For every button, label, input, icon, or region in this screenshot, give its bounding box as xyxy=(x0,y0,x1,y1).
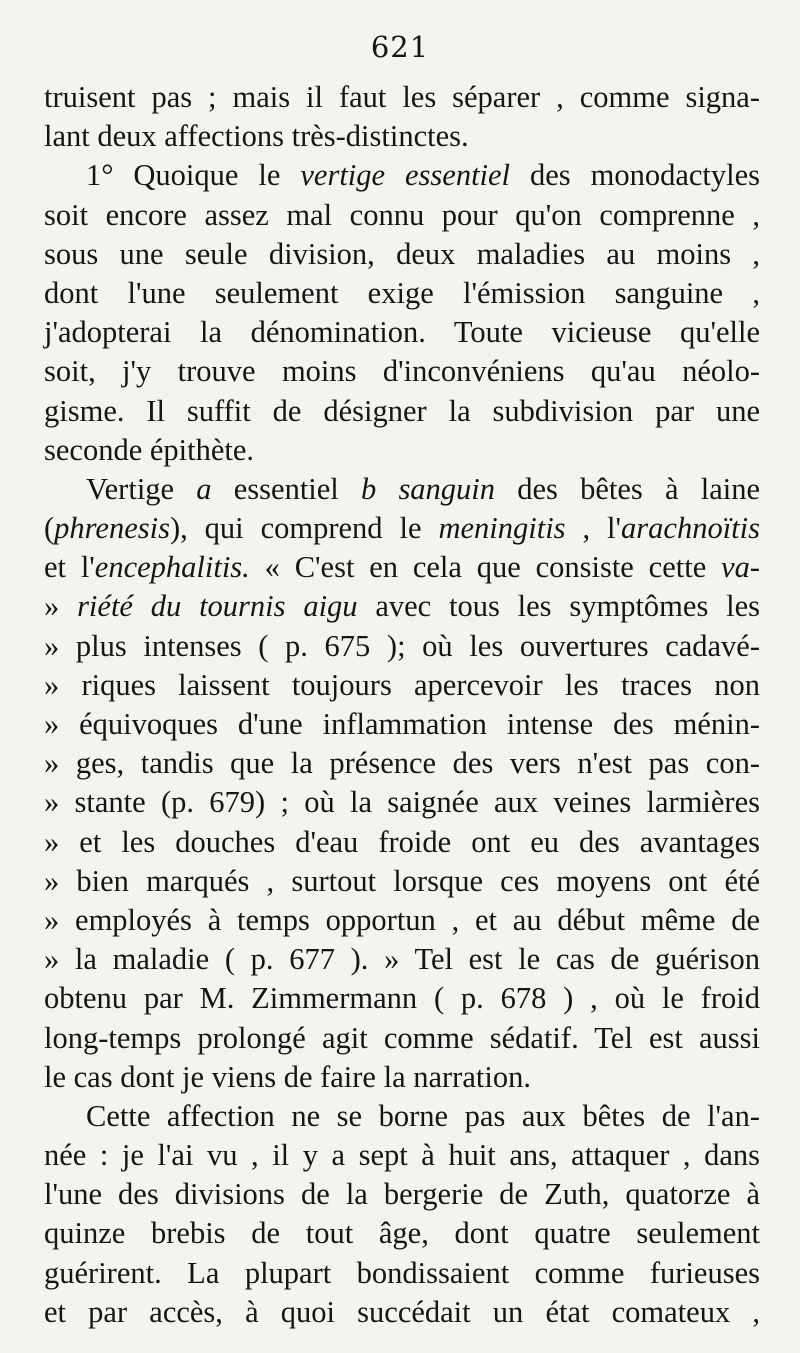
text-line xyxy=(44,1293,760,1332)
text-segment: ( xyxy=(44,511,55,546)
page-number: 621 xyxy=(370,30,430,64)
italic-text: encephalitis. xyxy=(94,550,250,585)
text-segment: l'une des divisions de la bergerie de Zuth, quatorze à xyxy=(44,1177,760,1212)
text-line xyxy=(44,352,760,391)
text-segment: Vertige xyxy=(86,471,197,506)
text-line xyxy=(44,1175,760,1214)
italic-text: b sanguin xyxy=(360,471,496,506)
text-segment: sous une seule division, deux maladies au moins , xyxy=(44,236,760,271)
text-segment: obtenu par M. Zimmermann ( p. 678 ) , où le froid xyxy=(44,981,760,1016)
text-segment: et par accès, à quoi succédait un état comateux , xyxy=(44,1294,760,1329)
text-line xyxy=(44,705,760,744)
text-line xyxy=(44,196,760,235)
text-segment: » ges, tandis que la présence des vers n'est pas con- xyxy=(44,746,760,781)
text-segment: avec tous les symptômes les xyxy=(357,589,760,624)
text-segment: » et les douches d'eau froide ont eu des avantages xyxy=(44,824,760,859)
text-line xyxy=(44,313,760,352)
text-segment: des monodactyles xyxy=(510,158,761,193)
text-segment: » riques laissent toujours apercevoir les traces non xyxy=(44,667,760,702)
text-line xyxy=(44,901,760,940)
text-line xyxy=(44,1058,760,1097)
text-line xyxy=(44,627,760,666)
text-line xyxy=(44,392,760,431)
text-line xyxy=(44,78,760,117)
text-segment: des bêtes à laine xyxy=(495,471,761,506)
text-segment: essentiel xyxy=(211,471,361,506)
text-segment: j'adopterai la dénomination. Toute vicieuse qu'elle xyxy=(44,315,760,350)
text-segment: ), qui comprend le xyxy=(169,511,439,546)
italic-text: a xyxy=(196,471,212,506)
text-segment: gisme. Il suffit de désigner la subdivision par une xyxy=(44,393,760,428)
text-segment: seconde épithète. xyxy=(44,432,255,467)
text-line xyxy=(44,744,760,783)
text-line xyxy=(44,235,760,274)
text-segment: , l' xyxy=(565,511,622,546)
italic-text: vertige essentiel xyxy=(300,158,511,193)
text-line xyxy=(44,979,760,1018)
text-line xyxy=(44,940,760,979)
text-segment: 1° Quoique le xyxy=(86,158,301,193)
text-segment: soit, j'y trouve moins d'inconvéniens qu'au néolo- xyxy=(44,354,760,389)
text-segment: Cette affection ne se borne pas aux bêtes de l'an- xyxy=(86,1098,760,1133)
text-segment: truisent pas ; mais il faut les séparer , comme signa- xyxy=(44,80,760,114)
text-line xyxy=(44,431,760,470)
text-segment: soit encore assez mal connu pour qu'on comprenne , xyxy=(44,197,760,232)
text-segment: » stante (p. 679) ; où la saignée aux veines larmières xyxy=(44,785,760,820)
text-segment: » équivoques d'une inflammation intense des ménin- xyxy=(44,707,760,741)
italic-text: meningitis xyxy=(438,511,566,546)
text-segment: « C'est en cela que consiste cette xyxy=(249,550,722,585)
text-line xyxy=(44,156,760,195)
text-line xyxy=(44,470,760,509)
text-segment: lant deux affections très-distinctes. xyxy=(44,119,469,154)
text-segment: quinze brebis de tout âge, dont quatre seulement xyxy=(44,1216,760,1251)
text-segment: » plus intenses ( p. 675 ); où les ouvertures cadavé- xyxy=(44,628,760,663)
text-segment: long-temps prolongé agit comme sédatif. Tel est aussi xyxy=(44,1020,760,1055)
text-segment: guérirent. La plupart bondissaient comme furieuses xyxy=(44,1255,760,1290)
text-line xyxy=(44,587,760,626)
text-line xyxy=(44,1214,760,1253)
italic-text: va- xyxy=(721,550,760,585)
text-line xyxy=(44,509,760,548)
text-line xyxy=(44,117,760,156)
text-line xyxy=(44,823,760,862)
text-segment: et l' xyxy=(44,550,95,585)
text-line xyxy=(44,1019,760,1058)
text-line xyxy=(44,1136,760,1175)
text-segment: dont l'une seulement exige l'émission sanguine , xyxy=(44,275,760,310)
text-segment: » xyxy=(44,589,78,624)
body-text xyxy=(44,78,760,1332)
text-line xyxy=(44,1254,760,1293)
italic-text: arachnoïtis xyxy=(621,511,760,546)
text-segment: le cas dont je viens de faire la narration. xyxy=(44,1059,531,1094)
text-line xyxy=(44,1097,760,1136)
text-line xyxy=(44,783,760,822)
text-line xyxy=(44,666,760,705)
text-segment: née : je l'ai vu , il y a sept à huit ans, attaquer , dans xyxy=(44,1138,760,1173)
text-segment: » bien marqués , surtout lorsque ces moyens ont été xyxy=(44,863,760,898)
italic-text: riété du tournis aigu xyxy=(77,589,358,624)
italic-text: phrenesis xyxy=(54,511,170,546)
text-line xyxy=(44,548,760,587)
text-segment: » employés à temps opportun , et au début même de xyxy=(44,902,760,937)
text-line xyxy=(44,862,760,901)
text-line xyxy=(44,274,760,313)
text-segment: » la maladie ( p. 677 ). » Tel est le cas de guérison xyxy=(44,942,760,977)
